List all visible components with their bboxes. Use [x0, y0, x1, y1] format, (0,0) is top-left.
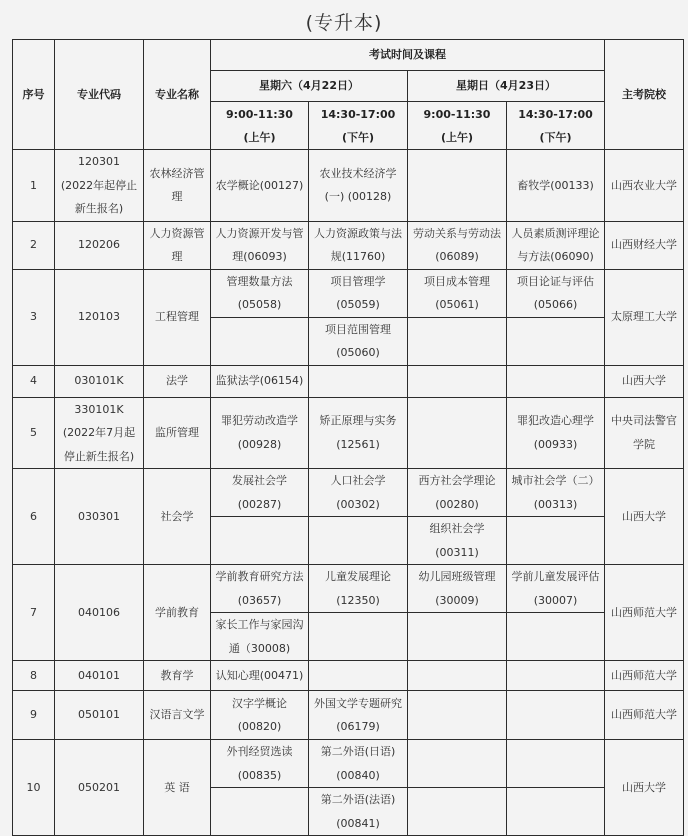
page-title: (专升本): [305, 12, 383, 34]
cell-line: 第二外语(日语): [320, 745, 396, 758]
course-cell: [507, 469, 605, 517]
cell-line: 发展社会学: [232, 474, 287, 487]
major-name-cell: [144, 740, 211, 836]
table-row: [13, 150, 684, 222]
table-row: [13, 469, 684, 517]
course-cell: [408, 469, 507, 517]
cell-line: (00835): [237, 768, 282, 782]
cell-line: 项目论证与评估: [517, 274, 594, 288]
cell-line: 矫正原理与实务: [319, 414, 397, 428]
course-cell: [408, 740, 507, 788]
cell-line: (30007): [533, 593, 578, 607]
major-code-cell: [55, 740, 144, 836]
major-name-cell: [144, 691, 211, 740]
cell-line: 太原理工大学: [611, 310, 677, 324]
cell-line: (03657): [237, 593, 282, 607]
cell-line: 工程管理: [155, 310, 199, 324]
header-name: 专业名称: [144, 40, 211, 150]
cell-line: 山西师范大学: [611, 668, 677, 682]
seq-cell: 10: [13, 740, 55, 836]
course-cell: [211, 317, 309, 365]
cell-line: (06179): [336, 720, 380, 733]
header-slot-sat-pm: 14:30-17:00 (下午): [309, 102, 408, 150]
table-header: [13, 40, 684, 150]
cell-line: 山西财经大学: [611, 238, 677, 252]
header-slot-sun-am: 9:00-11:30 (上午): [408, 102, 507, 150]
school-cell: [605, 661, 684, 691]
school-cell: [605, 365, 684, 397]
major-code-cell: [55, 469, 144, 565]
course-cell: [211, 150, 309, 222]
table-body: [13, 150, 684, 836]
course-cell: [507, 221, 605, 269]
course-cell: [507, 788, 605, 836]
course-cell: [507, 397, 605, 469]
major-name-cell: [144, 365, 211, 397]
cell-line: 120206: [78, 238, 120, 252]
table-row: [13, 740, 684, 788]
course-cell: [309, 691, 408, 740]
seq-cell: 9: [13, 691, 55, 740]
course-cell: [507, 365, 605, 397]
cell-line: 外刊经贸选读: [226, 745, 293, 758]
course-cell: [309, 365, 408, 397]
school-cell: [605, 469, 684, 565]
cell-line: 050201: [78, 780, 120, 794]
cell-line: 050101: [78, 708, 120, 722]
course-cell: [408, 317, 507, 365]
seq-cell: 4: [13, 365, 55, 397]
course-cell: [408, 365, 507, 397]
major-code-cell: [55, 691, 144, 740]
cell-line: 监所管理: [155, 426, 199, 439]
major-code-cell: [55, 221, 144, 269]
major-name-cell: [144, 565, 211, 661]
school-cell: [605, 397, 684, 469]
course-cell: [408, 269, 507, 317]
exam-schedule-table: [12, 39, 684, 836]
school-cell: [605, 150, 684, 222]
cell-line: 山西师范大学: [611, 708, 677, 722]
cell-line: 劳动关系与劳动法: [413, 226, 501, 240]
course-cell: [408, 397, 507, 469]
header-day-saturday: 星期六（4月22日）: [211, 71, 408, 102]
major-code-cell: [55, 661, 144, 691]
header-slot-sat-am: 9:00-11:30 (上午): [211, 102, 309, 150]
major-name-cell: [144, 221, 211, 269]
course-cell: [408, 788, 507, 836]
course-cell: [408, 661, 507, 691]
header-seq: 序号: [13, 40, 55, 150]
header-school: 主考院校: [605, 40, 684, 150]
cell-line: 山西大学: [622, 374, 666, 388]
major-name-cell: [144, 150, 211, 222]
major-name-cell: [144, 469, 211, 565]
course-cell: [309, 788, 408, 836]
school-cell: [605, 740, 684, 836]
course-cell: [309, 469, 408, 517]
cell-line: 农学概论(00127): [215, 178, 304, 192]
cell-line: 理(06093): [232, 250, 287, 263]
cell-line: 罪犯改造心理学: [517, 414, 594, 428]
course-cell: [211, 565, 309, 613]
cell-line: 监狱法学(06154): [215, 374, 304, 388]
course-cell: [211, 740, 309, 788]
major-code-cell: [55, 269, 144, 365]
cell-line: 人口社会学: [330, 474, 386, 487]
cell-line: 农业技术经济学: [319, 166, 397, 180]
course-cell: [408, 221, 507, 269]
course-cell: [309, 269, 408, 317]
header-code: 专业代码: [55, 40, 144, 150]
cell-line: 停止新生报名): [63, 449, 135, 463]
seq-cell: 2: [13, 221, 55, 269]
cell-line: 人力资源开发与管: [215, 226, 304, 240]
cell-line: (12350): [336, 593, 380, 607]
cell-line: 教育学: [160, 668, 194, 682]
cell-line: 山西农业大学: [611, 178, 677, 192]
cell-line: 新生报名): [74, 202, 124, 215]
cell-line: (00287): [237, 497, 282, 511]
course-cell: [507, 517, 605, 565]
cell-line: (00933): [533, 437, 578, 451]
cell-line: 人员素质测评理论: [511, 226, 600, 240]
cell-line: 030301: [78, 509, 120, 523]
course-cell: [309, 317, 408, 365]
course-cell: [408, 517, 507, 565]
cell-line: 山西师范大学: [611, 605, 677, 619]
cell-line: 理: [171, 250, 183, 263]
cell-line: 通（30008): [228, 641, 291, 655]
major-code-cell: [55, 150, 144, 222]
cell-line: 畜牧学(00133): [517, 178, 594, 192]
school-cell: [605, 221, 684, 269]
course-cell: [309, 221, 408, 269]
cell-line: 管理数量方法: [226, 274, 293, 288]
cell-line: 儿童发展理论: [325, 570, 391, 583]
cell-line: 法学: [166, 374, 188, 388]
cell-line: 030101K: [74, 374, 124, 388]
cell-line: 第二外语(法语): [320, 793, 396, 806]
table-row: [13, 365, 684, 397]
cell-line: (12561): [336, 437, 380, 451]
cell-line: 120301: [78, 155, 120, 168]
course-cell: [408, 613, 507, 661]
cell-line: (05059): [336, 298, 380, 311]
course-cell: [507, 740, 605, 788]
major-code-cell: [55, 397, 144, 469]
cell-line: 幼儿园班级管理: [418, 570, 496, 583]
cell-line: 项目范围管理: [325, 322, 391, 336]
cell-line: 学前教育研究方法: [215, 570, 304, 583]
seq-cell: 5: [13, 397, 55, 469]
table-row: [13, 397, 684, 469]
major-name-cell: [144, 397, 211, 469]
major-name-cell: [144, 661, 211, 691]
table-row: [13, 691, 684, 740]
seq-cell: 7: [13, 565, 55, 661]
seq-cell: 8: [13, 661, 55, 691]
cell-line: (00280): [435, 497, 479, 511]
course-cell: [408, 691, 507, 740]
course-cell: [507, 150, 605, 222]
cell-line: 项目管理学: [330, 274, 386, 288]
table-row: [13, 221, 684, 269]
course-cell: [211, 365, 309, 397]
major-code-cell: [55, 565, 144, 661]
course-cell: [211, 661, 309, 691]
course-cell: [211, 469, 309, 517]
cell-line: 理: [171, 190, 183, 204]
cell-line: 英 语: [164, 780, 190, 794]
cell-line: 西方社会学理论: [418, 474, 496, 487]
cell-line: (05058): [237, 298, 282, 311]
cell-line: 040101: [78, 668, 120, 682]
cell-line: 040106: [78, 605, 120, 619]
cell-line: (05060): [336, 346, 380, 359]
cell-line: 学前儿童发展评估: [511, 570, 600, 583]
cell-line: 外国文学专题研究: [314, 696, 402, 710]
course-cell: [309, 661, 408, 691]
cell-line: 人力资源政策与法: [314, 226, 402, 240]
cell-line: (00302): [336, 497, 380, 511]
course-cell: [211, 613, 309, 661]
cell-line: 人力资源管: [149, 226, 205, 240]
course-cell: [408, 565, 507, 613]
cell-line: 汉字学概论: [232, 696, 287, 710]
cell-line: 家长工作与家园沟: [215, 618, 304, 631]
cell-line: (00841): [336, 816, 380, 830]
seq-cell: 1: [13, 150, 55, 222]
cell-line: (2022年7月起: [62, 426, 136, 439]
cell-line: (06089): [435, 250, 479, 263]
table-row: [13, 565, 684, 613]
course-cell: [211, 517, 309, 565]
course-cell: [507, 565, 605, 613]
cell-line: 与方法(06090): [517, 250, 594, 263]
course-cell: [309, 565, 408, 613]
cell-line: 120103: [78, 310, 120, 324]
school-cell: [605, 691, 684, 740]
cell-line: 农林经济管: [149, 166, 205, 180]
cell-line: (2022年起停止: [60, 178, 138, 192]
cell-line: 项目成本管理: [424, 274, 490, 288]
course-cell: [507, 691, 605, 740]
course-cell: [309, 740, 408, 788]
cell-line: (05066): [533, 298, 578, 311]
major-name-cell: [144, 269, 211, 365]
course-cell: [507, 661, 605, 691]
course-cell: [211, 788, 309, 836]
cell-line: (00820): [237, 720, 282, 733]
course-cell: [211, 397, 309, 469]
cell-line: (00313): [533, 497, 578, 511]
course-cell: [507, 269, 605, 317]
cell-line: (一) (00128): [324, 190, 392, 204]
header-slot-sun-pm: 14:30-17:00 (下午): [507, 102, 605, 150]
header-exam-group: 考试时间及课程: [211, 40, 605, 71]
cell-line: (00311): [435, 545, 479, 559]
cell-line: 组织社会学: [429, 522, 485, 535]
major-code-cell: [55, 365, 144, 397]
course-cell: [408, 150, 507, 222]
school-cell: [605, 269, 684, 365]
cell-line: 罪犯劳动改造学: [221, 414, 298, 428]
course-cell: [309, 613, 408, 661]
cell-line: (00840): [336, 768, 380, 782]
cell-line: 山西大学: [622, 509, 666, 523]
cell-line: (00928): [237, 437, 282, 451]
cell-line: 中央司法警官: [611, 414, 677, 428]
course-cell: [309, 517, 408, 565]
table-row: [13, 269, 684, 317]
course-cell: [507, 317, 605, 365]
course-cell: [211, 269, 309, 317]
seq-cell: 3: [13, 269, 55, 365]
cell-line: 城市社会学（二）: [511, 474, 600, 487]
course-cell: [211, 221, 309, 269]
school-cell: [605, 565, 684, 661]
cell-line: 认知心理(00471): [215, 668, 304, 682]
course-cell: [507, 613, 605, 661]
course-cell: [309, 150, 408, 222]
cell-line: 汉语言文学: [149, 708, 205, 722]
cell-line: 学前教育: [155, 605, 199, 619]
cell-line: (30009): [435, 593, 479, 607]
cell-line: 山西大学: [622, 780, 666, 794]
cell-line: (05061): [435, 298, 479, 311]
header-day-sunday: 星期日（4月23日）: [408, 71, 605, 102]
course-cell: [309, 397, 408, 469]
cell-line: 330101K: [74, 402, 124, 416]
table-row: [13, 661, 684, 691]
cell-line: 社会学: [160, 509, 194, 523]
course-cell: [211, 691, 309, 740]
cell-line: 规(11760): [330, 250, 386, 263]
seq-cell: 6: [13, 469, 55, 565]
cell-line: 学院: [633, 437, 655, 451]
